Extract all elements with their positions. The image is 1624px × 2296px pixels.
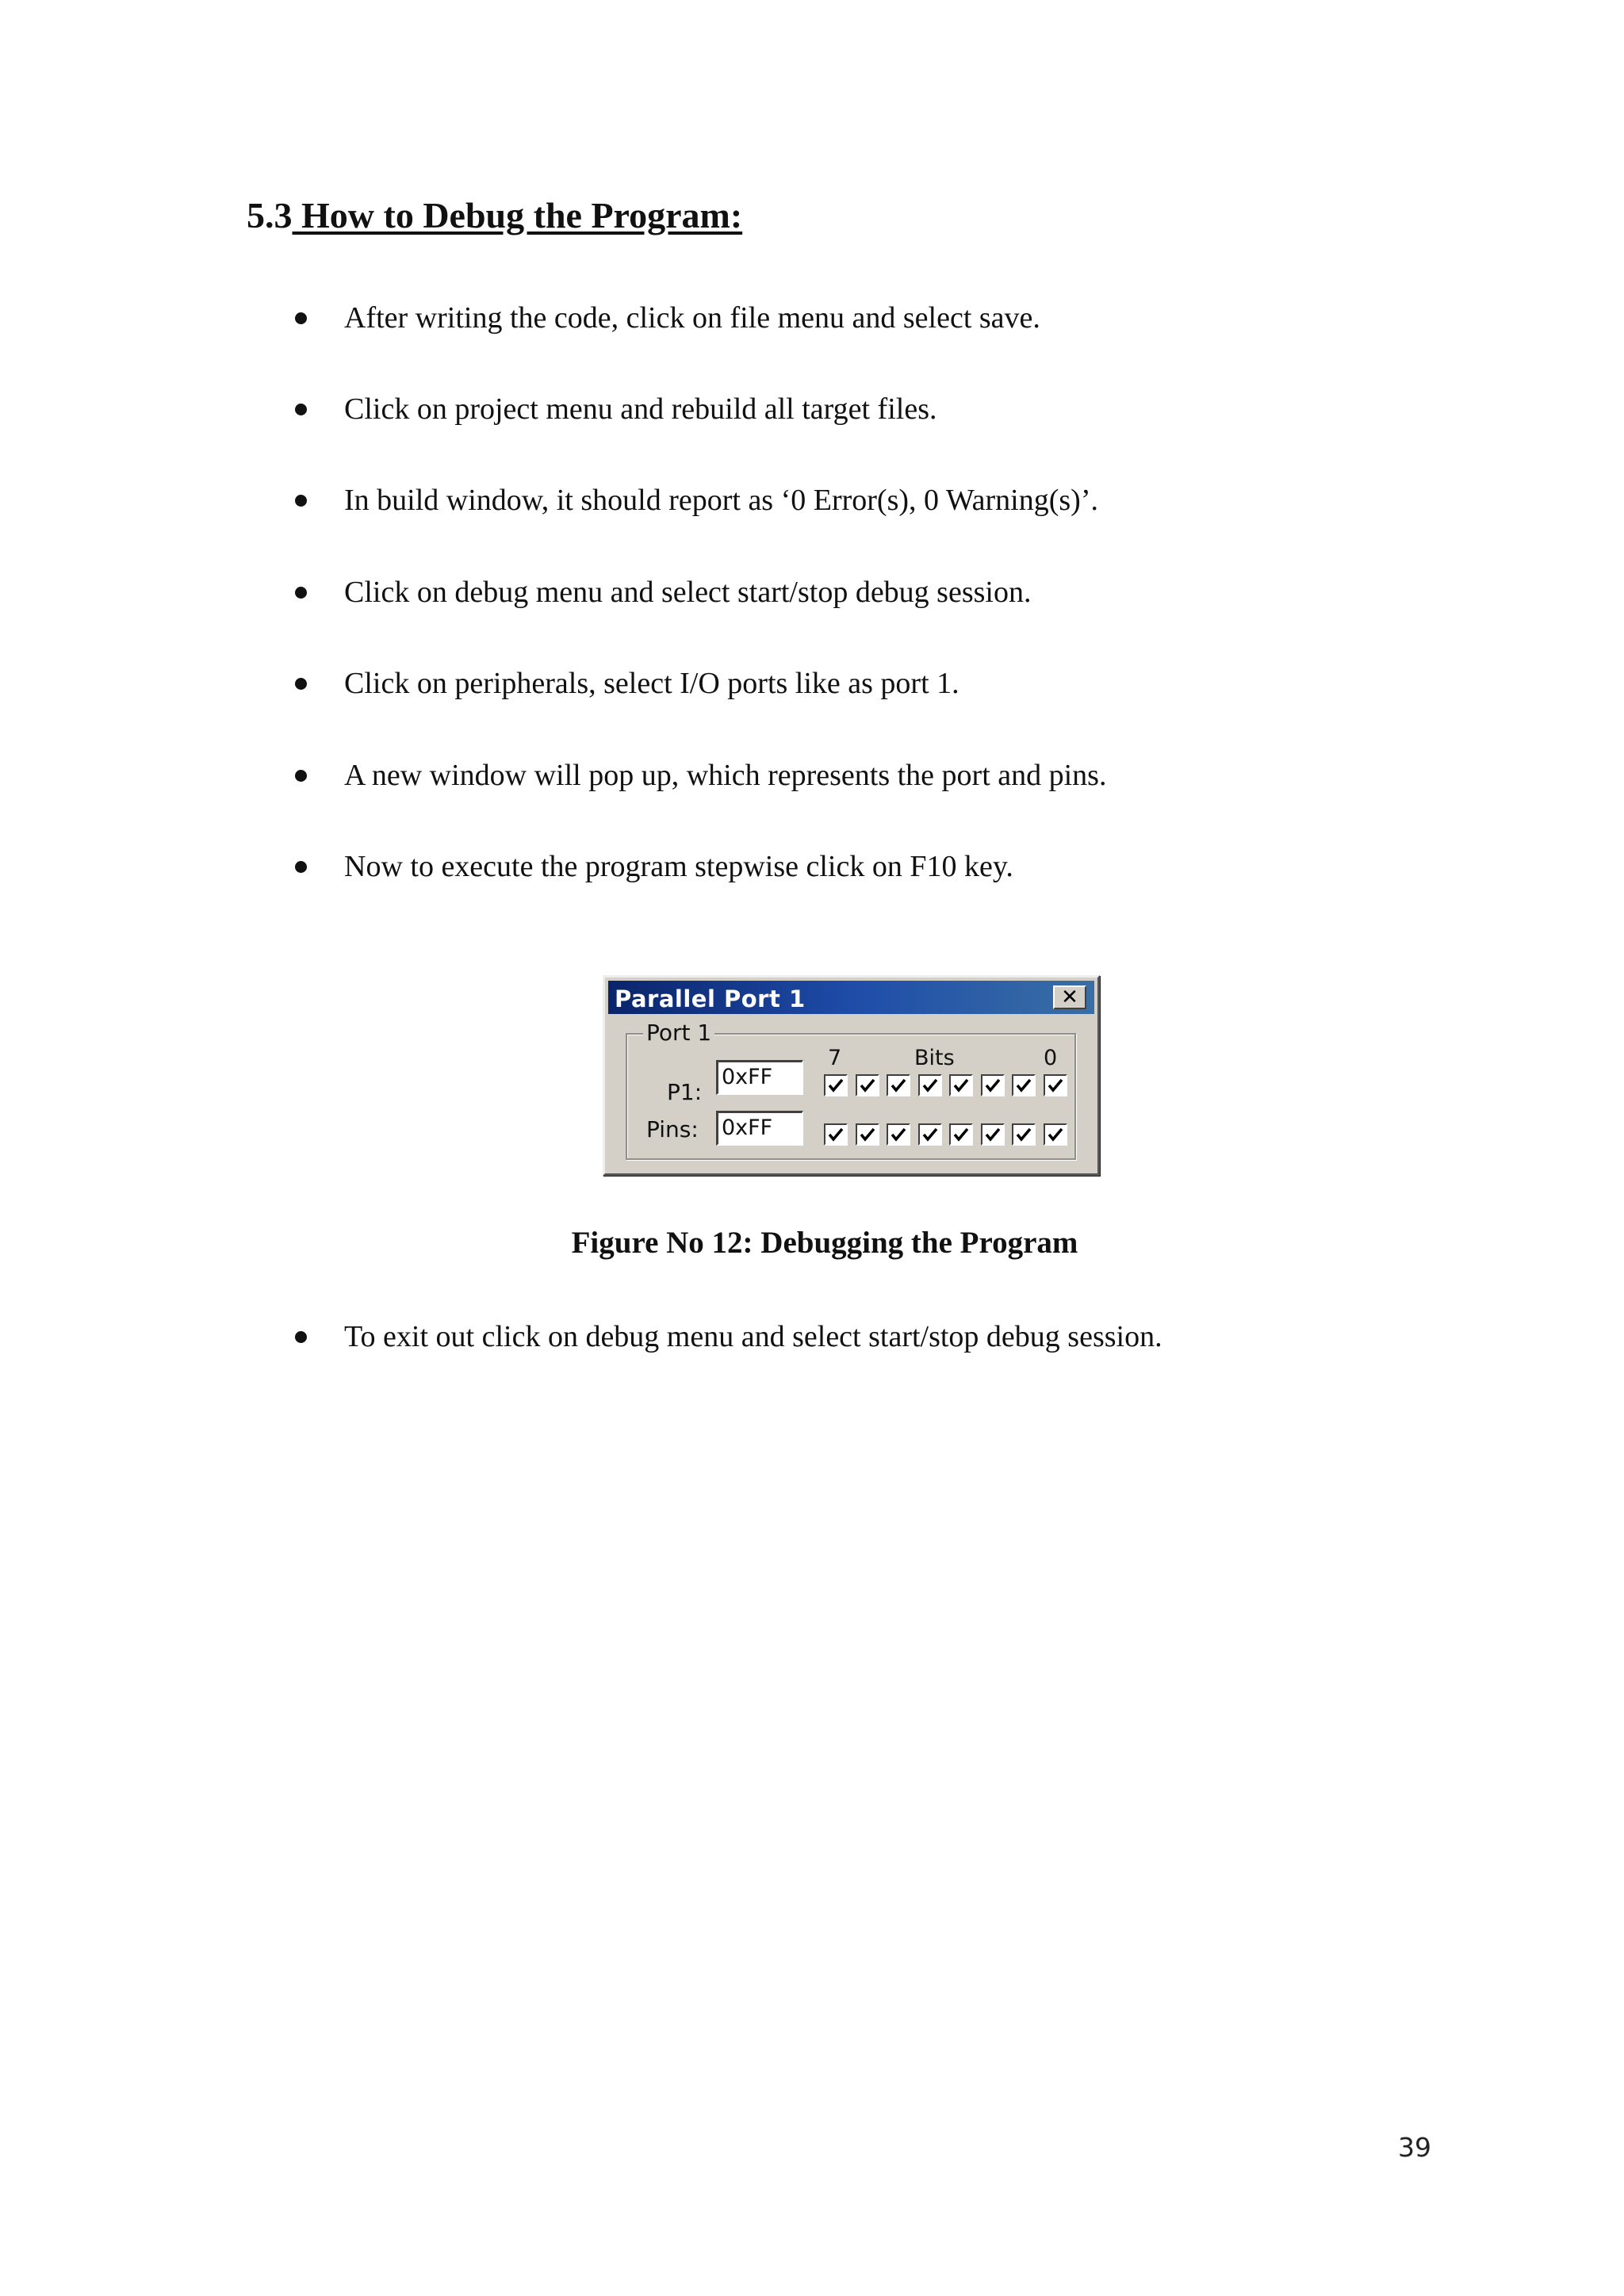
bullet-icon xyxy=(295,312,307,324)
bullet-icon xyxy=(295,1331,307,1343)
dialog-title: Parallel Port 1 xyxy=(615,985,806,1012)
section-heading xyxy=(247,193,742,237)
pins-value-field[interactable]: 0xFF xyxy=(716,1111,803,1146)
bit-checkbox[interactable] xyxy=(981,1074,1005,1096)
list-item: Click on peripherals, select I/O ports like as port 1. xyxy=(295,661,307,706)
list-item: After writing the code, click on file menu and select save. xyxy=(295,296,307,340)
bit-checkbox[interactable] xyxy=(1044,1074,1067,1096)
list-item: Click on project menu and rebuild all target files. xyxy=(295,387,307,431)
check-icon xyxy=(921,1077,939,1094)
group-label: Port 1 xyxy=(643,1020,714,1046)
bit-checkbox[interactable] xyxy=(887,1123,910,1146)
list-item: In build window, it should report as ‘0 Error(s), 0 Warning(s)’. xyxy=(295,478,307,522)
pins-label: Pins: xyxy=(646,1116,699,1142)
p1-label: P1: xyxy=(667,1079,703,1105)
bit-checkbox[interactable] xyxy=(1044,1123,1067,1146)
list-item: Now to execute the program stepwise click on F10 key. xyxy=(295,844,307,889)
list-item: To exit out click on debug menu and select start/stop debug session. xyxy=(295,1314,307,1359)
bullet-icon xyxy=(295,404,307,415)
close-button[interactable] xyxy=(1053,985,1086,1009)
bit-low-label: 0 xyxy=(1044,1046,1058,1070)
dialog-titlebar[interactable] xyxy=(608,981,1094,1014)
list-item: Click on debug menu and select start/stop debug session. xyxy=(295,570,307,614)
bit-checkbox[interactable] xyxy=(887,1074,910,1096)
bit-high-label: 7 xyxy=(828,1046,842,1070)
check-icon xyxy=(952,1077,970,1094)
p1-value-field[interactable]: 0xFF xyxy=(716,1060,803,1095)
close-icon: ✕ xyxy=(1061,985,1078,1009)
check-icon xyxy=(1015,1126,1032,1143)
bullet-icon xyxy=(295,678,307,690)
check-icon xyxy=(827,1077,845,1094)
list-item: A new window will pop up, which represents the port and pins. xyxy=(295,753,307,798)
check-icon xyxy=(859,1077,876,1094)
bullet-icon xyxy=(295,495,307,507)
bit-checkbox[interactable] xyxy=(1012,1123,1036,1146)
bit-checkbox[interactable] xyxy=(918,1074,942,1096)
bit-checkbox[interactable] xyxy=(949,1074,973,1096)
figure-caption: Figure No 12: Debugging the Program xyxy=(571,1226,1078,1260)
check-icon xyxy=(859,1126,876,1143)
bit-checkbox[interactable] xyxy=(824,1123,848,1146)
bullet-icon xyxy=(295,861,307,873)
parallel-port-dialog xyxy=(603,975,1100,1176)
check-icon xyxy=(984,1077,1002,1094)
bit-checkbox[interactable] xyxy=(918,1123,942,1146)
check-icon xyxy=(1047,1077,1064,1094)
bullet-icon xyxy=(295,587,307,599)
bit-checkbox[interactable] xyxy=(856,1074,879,1096)
bit-checkbox[interactable] xyxy=(856,1123,879,1146)
check-icon xyxy=(1047,1126,1064,1143)
bit-checkbox[interactable] xyxy=(981,1123,1005,1146)
bit-checkbox[interactable] xyxy=(949,1123,973,1146)
bit-checkbox[interactable] xyxy=(1012,1074,1036,1096)
check-icon xyxy=(984,1126,1002,1143)
check-icon xyxy=(890,1126,907,1143)
check-icon xyxy=(1015,1077,1032,1094)
section-number: 5.3 xyxy=(247,195,293,235)
check-icon xyxy=(827,1126,845,1143)
section-title: How to Debug the Program: xyxy=(301,195,743,235)
bullet-icon xyxy=(295,770,307,782)
page-number: 39 xyxy=(1398,2132,1431,2163)
check-icon xyxy=(921,1126,939,1143)
bits-label: Bits xyxy=(914,1046,955,1070)
check-icon xyxy=(952,1126,970,1143)
bit-checkbox[interactable] xyxy=(824,1074,848,1096)
check-icon xyxy=(890,1077,907,1094)
